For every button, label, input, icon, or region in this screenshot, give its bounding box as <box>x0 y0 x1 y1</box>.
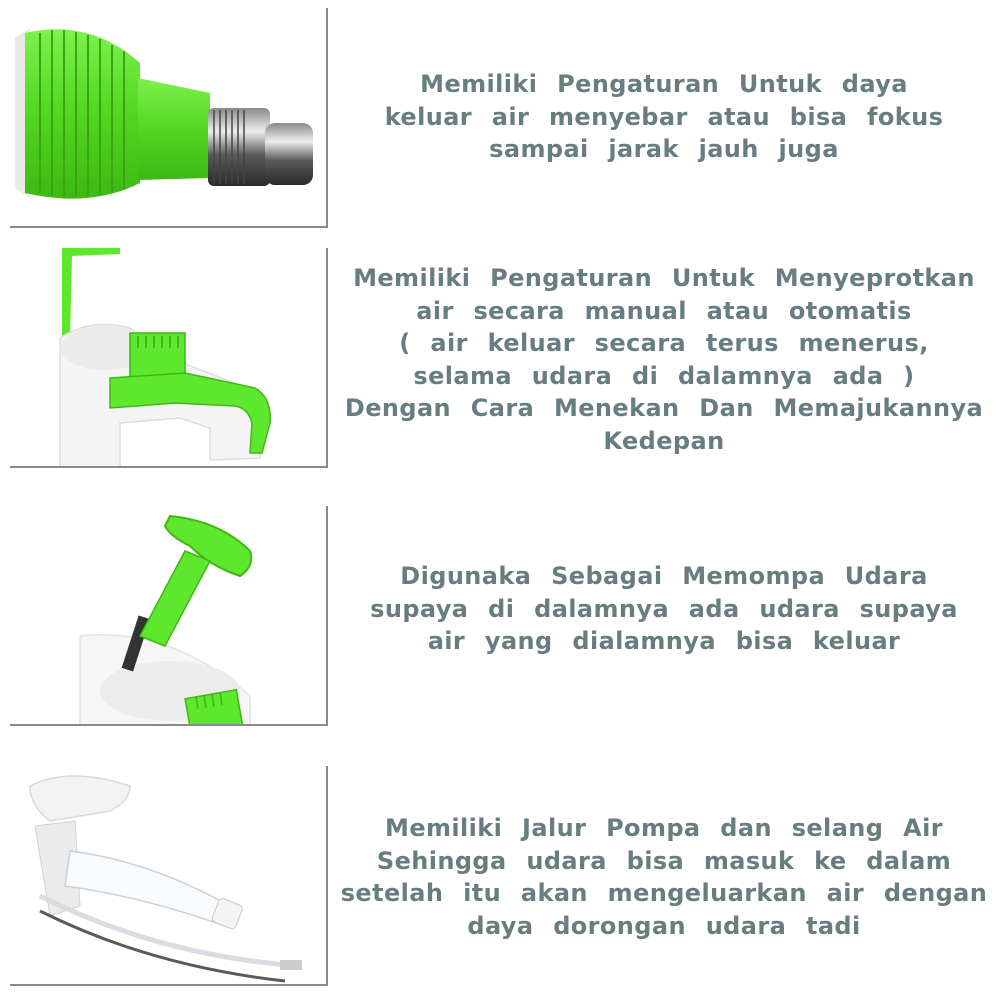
pump-tube-icon <box>10 766 328 986</box>
pump-tube-photo <box>10 766 328 986</box>
feature-description <box>340 560 988 658</box>
frame-divider <box>10 724 328 726</box>
feature-panel-pump <box>0 498 1000 748</box>
caption-line: Memiliki Pengaturan Untuk daya <box>420 70 908 98</box>
caption-line: air secara manual atau otomatis <box>416 296 912 325</box>
frame-divider <box>10 466 328 468</box>
trigger-lock-photo <box>10 248 328 468</box>
feature-description <box>340 262 988 457</box>
caption-line: Memiliki Jalur Pompa dan selang Air <box>385 814 943 842</box>
nozzle-photo <box>10 8 328 228</box>
caption-line: ( air keluar secara terus menerus, <box>399 329 929 357</box>
nozzle-icon <box>10 8 328 228</box>
caption-line: Dengan Cara Menekan Dan Memajukannya <box>344 394 984 422</box>
feature-panel-pump-tube <box>0 758 1000 1008</box>
pump-plunger-photo <box>10 506 328 726</box>
frame-divider <box>326 8 328 228</box>
feature-description <box>340 68 988 166</box>
frame-divider <box>10 226 328 228</box>
caption-line: Kedepan <box>603 426 725 455</box>
caption-line: supaya di dalamnya ada udara supaya <box>370 594 958 623</box>
caption-line: sampai jarak jauh juga <box>489 135 839 163</box>
feature-panel-trigger-lock <box>0 240 1000 490</box>
pump-plunger-icon <box>10 506 328 726</box>
caption-line: air yang dialamnya bisa keluar <box>427 627 901 655</box>
caption-line: keluar air menyebar atau bisa fokus <box>384 102 944 131</box>
frame-divider <box>10 984 328 986</box>
frame-divider <box>326 506 328 726</box>
feature-panel-nozzle <box>0 0 1000 250</box>
feature-description <box>340 812 988 942</box>
caption-line: setelah itu akan mengeluarkan air dengan <box>340 879 988 907</box>
caption-line: Sehingga udara bisa masuk ke dalam <box>376 846 952 875</box>
frame-divider <box>326 248 328 468</box>
caption-line: selama udara di dalamnya ada ) <box>413 361 915 390</box>
caption-line: Digunaka Sebagai Memompa Udara <box>400 562 928 590</box>
frame-divider <box>326 766 328 986</box>
trigger-lock-icon <box>10 248 328 468</box>
caption-line: Memiliki Pengaturan Untuk Menyeprotkan <box>353 264 975 292</box>
caption-line: daya dorongan udara tadi <box>467 911 861 940</box>
